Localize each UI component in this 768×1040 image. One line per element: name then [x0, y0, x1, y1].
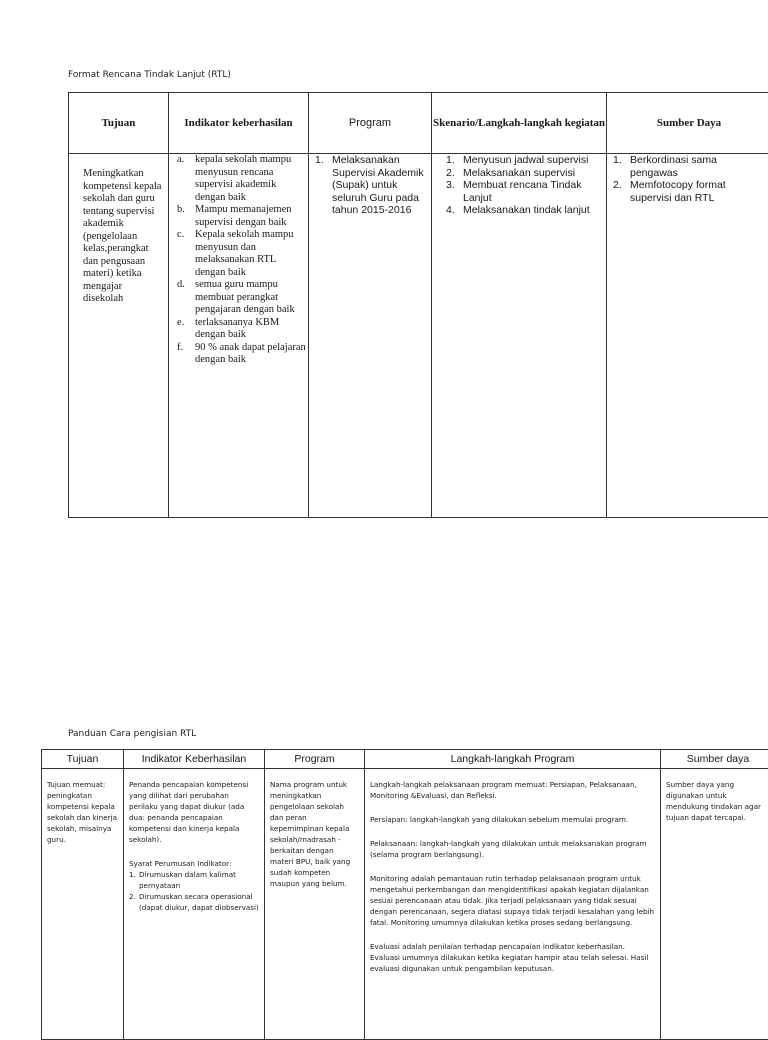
langkah-paragraph: Langkah-langkah pelaksanaan program memuat: Persiapan, Pelaksanaan, Monitoring &Evaluasi, dan Refleksi. — [370, 779, 655, 801]
indikator-list — [169, 154, 308, 367]
cell-sumber-daya — [607, 154, 768, 518]
panduan-body-row — [42, 769, 768, 1040]
sumber-item — [611, 179, 765, 204]
syarat-item-marker: 1. — [129, 869, 136, 880]
sumber-list — [607, 154, 768, 204]
cell2-tujuan — [42, 769, 124, 1040]
program-list — [309, 154, 431, 217]
skenario-item-text: Melaksanakan tindak lanjut — [463, 204, 590, 216]
program2-text: Nama program untuk meningkatkan pengelolaan sekolah dan peran kepemimpinan kepala sekolah/madrasah - berkaitan dengan materi BPU, baik yang sudah kompeten maupun yang belum. — [270, 779, 359, 889]
header2-langkah: Langkah-langkah Program — [365, 750, 661, 769]
indikator-item — [169, 317, 308, 342]
panduan-caption: Panduan Cara pengisian RTL — [68, 729, 196, 739]
indikator-item-text: 90 % anak dapat pelajaran dengan baik — [195, 342, 306, 366]
skenario-item-marker: 2. — [446, 167, 455, 180]
skenario-item — [444, 204, 598, 217]
cell2-langkah — [365, 769, 661, 1040]
rtl-format-caption: Format Rencana Tindak Lanjut (RTL) — [68, 70, 231, 80]
skenario-item-marker: 4. — [446, 204, 455, 217]
indikator-item — [169, 342, 308, 367]
skenario-item-text: Membuat rencana Tindak Lanjut — [463, 179, 581, 204]
indikator-item-marker: e. — [177, 317, 184, 330]
indikator-item — [169, 279, 308, 317]
panduan-header-row — [42, 750, 768, 769]
sumber-item-text: Memfotocopy format supervisi dan RTL — [630, 179, 726, 204]
cell2-program — [265, 769, 365, 1040]
skenario-item — [444, 167, 598, 180]
cell2-indikator — [124, 769, 265, 1040]
indikator-item — [169, 204, 308, 229]
header-indikator: Indikator keberhasilan — [169, 93, 309, 154]
indikator-item-marker: d. — [177, 279, 185, 292]
syarat-item-text: Dirumuskan dalam kalimat pernyataan — [139, 870, 236, 890]
header2-tujuan: Tujuan — [42, 750, 124, 769]
cell-indikator — [169, 154, 309, 518]
syarat-item-text: Dirumuskan secara operasional (dapat diukur, dapat diobservasi) — [139, 892, 259, 912]
syarat-item — [129, 869, 259, 891]
indikator-item-text: kepala sekolah mampu menyusun rencana supervisi akademik dengan baik — [195, 154, 291, 203]
program-item-marker: 1. — [315, 154, 324, 167]
sumber-item-marker: 2. — [613, 179, 622, 192]
program-item — [313, 154, 425, 217]
rtl-header-row — [69, 93, 768, 154]
indikator-item-marker: a. — [177, 154, 184, 167]
panduan-table — [41, 749, 768, 1040]
indikator2-syarat: Syarat Perumusan Indikator: — [129, 858, 259, 869]
langkah-paragraph: Monitoring adalah pemantauan rutin terhadap pelaksanaan program untuk mengetahui perkembangan dan mengidentifikasi apakah kegiatan dijalankan sesuai perencanaan atau tidak. Jika terjadi pelaksanaan yang tidak sesuai dengan perencanaan, segera diatasi supaya tidak terjadi kesalahan yang lebih fatal. Monitoring umumnya dilakukan ketika proses sedang berlangsung. — [370, 873, 655, 928]
indikator-item — [169, 154, 308, 204]
header2-sumber-daya: Sumber daya — [661, 750, 768, 769]
sumber-item — [611, 154, 765, 179]
langkah-paragraph: Pelaksanaan: langkah-langkah yang dilakukan untuk melaksanakan program (selama program berlangsung). — [370, 838, 655, 860]
cell-tujuan — [69, 154, 169, 518]
header2-indikator: Indikator Keberhasilan — [124, 750, 265, 769]
langkah2-paragraphs — [370, 779, 655, 974]
tujuan-text: Meningkatkan kompetensi kepala sekolah dan guru tentang supervisi akademik (pengelolaan kelas,perangkat dan pengusaan materi) ketika mengajar disekolah — [69, 154, 168, 306]
header-tujuan: Tujuan — [69, 93, 169, 154]
cell-program — [309, 154, 432, 518]
header-sumber-daya: Sumber Daya — [607, 93, 768, 154]
indikator-item-text: semua guru mampu membuat perangkat pengajaran dengan baik — [195, 279, 295, 315]
program-item-text: Melaksanakan Supervisi Akademik (Supak) untuk seluruh Guru pada tahun 2015-2016 — [332, 154, 424, 216]
indikator-item — [169, 229, 308, 279]
sumber2-text: Sumber daya yang digunakan untuk mendukung tindakan agar tujuan dapat tercapai. — [666, 779, 768, 823]
skenario-item — [444, 179, 598, 204]
indikator-item-text: Kepala sekolah mampu menyusun dan melaksanakan RTL dengan baik — [195, 229, 294, 278]
syarat-item-marker: 2. — [129, 891, 136, 902]
header-program: Program — [309, 93, 432, 154]
indikator-item-marker: b. — [177, 204, 185, 217]
langkah-paragraph: Persiapan: langkah-langkah yang dilakukan sebelum memulai program. — [370, 814, 655, 825]
sumber-item-marker: 1. — [613, 154, 622, 167]
tujuan2-text: Tujuan memuat: peningkatan kompetensi kepala sekolah dan kinerja sekolah, misalnya guru. — [47, 779, 118, 845]
rtl-body-row — [69, 154, 768, 518]
rtl-format-table — [68, 92, 768, 518]
indikator-item-marker: f. — [177, 342, 183, 355]
indikator2-intro: Penanda pencapaian kompetensi yang dilihat dari perubahan perilaku yang dapat diukur (ada dua: penanda pencapaian kompetensi dan kinerja kepala sekolah). — [129, 779, 259, 845]
syarat-item — [129, 891, 259, 913]
skenario-item-text: Melaksanakan supervisi — [463, 167, 575, 179]
indikator2-list — [129, 869, 259, 913]
langkah-paragraph: Evaluasi adalah penilaian terhadap pencapaian indikator keberhasilan. Evaluasi umumnya dilakukan ketika kegiatan hampir atau telah selesai. Hasil evaluasi digunakan untuk pengambilan keputusan. — [370, 941, 655, 974]
indikator-item-text: terlaksananya KBM dengan baik — [195, 317, 279, 341]
indikator-item-text: Mampu memanajemen supervisi dengan baik — [195, 204, 292, 228]
skenario-item-marker: 3. — [446, 179, 455, 192]
skenario-item-marker: 1. — [446, 154, 455, 167]
skenario-item-text: Menyusun jadwal supervisi — [463, 154, 588, 166]
skenario-item — [444, 154, 598, 167]
skenario-list — [432, 154, 606, 217]
indikator-item-marker: c. — [177, 229, 184, 242]
header2-program: Program — [265, 750, 365, 769]
cell2-sumber-daya — [661, 769, 768, 1040]
cell-skenario — [432, 154, 607, 518]
sumber-item-text: Berkordinasi sama pengawas — [630, 154, 717, 179]
header-skenario: Skenario/Langkah-langkah kegiatan — [432, 93, 607, 154]
